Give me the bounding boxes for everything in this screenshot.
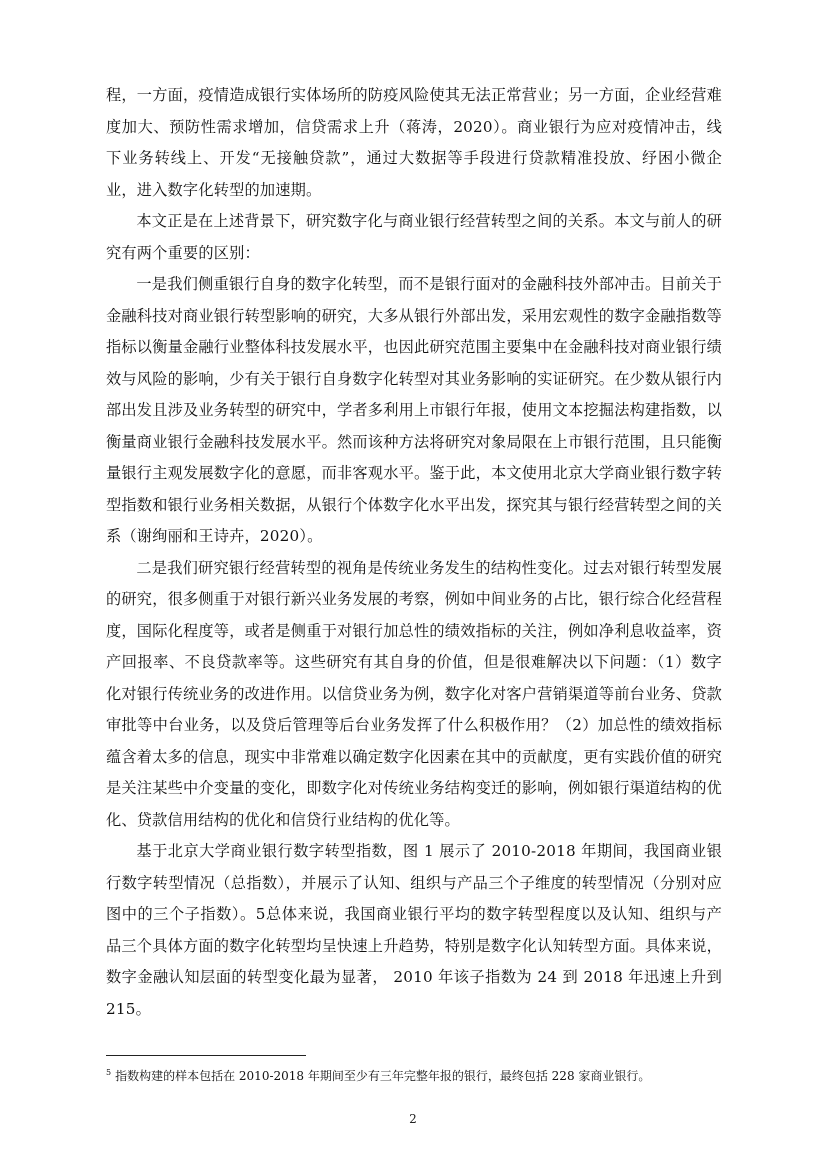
paragraph-continuation: 程，一方面，疫情造成银行实体场所的防疫风险使其无法正常营业；另一方面，企业经营难度加大、预防性需求增加，信贷需求上升（蒋涛，2020）。商业银行为应对疫情冲击，线下业务转线上、开发“无接触贷款”，通过大数据等手段进行贷款精准投放、纾困小微企业，进入数字化转型的加速期。 (106, 86, 722, 199)
paragraph-first-difference: 一是我们侧重银行自身的数字化转型，而不是银行面对的金融科技外部冲击。目前关于金融科技对商业银行转型影响的研究，大多从银行外部出发，采用宏观性的数字金融指数等指标以衡量金融行业整体科技发展水平，也因此研究范围主要集中在金融科技对商业银行绩效与风险的影响，少有关于银行自身数字化转型对其业务影响的实证研究。在少数从银行内部出发且涉及业务转型的研究中，学者多利用上市银行年报，使用文本挖掘法构建指数，以衡量商业银行金融科技发展水平。然而该种方法将研究对象局限在上市银行范围，且只能衡量银行主观发展数字化的意愿，而非客观水平。鉴于此，本文使用北京大学商业银行数字转型指数和银行业务相关数据，从银行个体数字化水平出发，探究其与银行经营转型之间的关系（谢绚丽和王诗卉，2020）。 (106, 275, 722, 545)
footnote-divider (106, 1055, 306, 1056)
footnote (106, 1064, 726, 1085)
footnote-text: 指数构建的样本包括在 2010-2018 年期间至少有三年完整年报的银行，最终包括 228 家商业银行。 (115, 1069, 651, 1083)
paragraph-index-overview: 基于北京大学商业银行数字转型指数，图 1 展示了 2010-2018 年期间，我国商业银行数字转型情况（总指数），并展示了认知、组织与产品三个子维度的转型情况（分别对应图中的三个子指数）。5总体来说，我国商业银行平均的数字转型程度以及认知、组织与产品三个具体方面的数字化转型均呈快速上升趋势，特别是数字化认知转型方面。具体来说，数字金融认知层面的转型变化最为显著， 2010 年该子指数为 24 到 2018 年迅速上升到 215。 (106, 842, 722, 1018)
paragraph-second-difference: 二是我们研究银行经营转型的视角是传统业务发生的结构性变化。过去对银行转型发展的研究，很多侧重于对银行新兴业务发展的考察，例如中间业务的占比，银行综合化经营程度，国际化程度等，或者是侧重于对银行加总性的绩效指标的关注，例如净利息收益率，资产回报率、不良贷款率等。这些研究有其自身的价值，但是很难解决以下问题：（1）数字化对银行传统业务的改进作用。以信贷业务为例，数字化对客户营销渠道等前台业务、贷款审批等中台业务，以及贷后管理等后台业务发挥了什么积极作用？（2）加总性的绩效指标蕴含着太多的信息，现实中非常难以确定数字化因素在其中的贡献度，更有实践价值的研究是关注某些中介变量的变化，即数字化对传统业务结构变迁的影响，例如银行渠道结构的优化、贷款信用结构的优化和信贷行业结构的优化等。 (106, 558, 722, 829)
body-text (106, 80, 722, 1025)
footnote-marker: 5 (106, 1068, 112, 1077)
paragraph-background: 本文正是在上述背景下，研究数字化与商业银行经营转型之间的关系。本文与前人的研究有两个重要的区别： (106, 212, 722, 262)
page-number: 2 (409, 1112, 417, 1126)
